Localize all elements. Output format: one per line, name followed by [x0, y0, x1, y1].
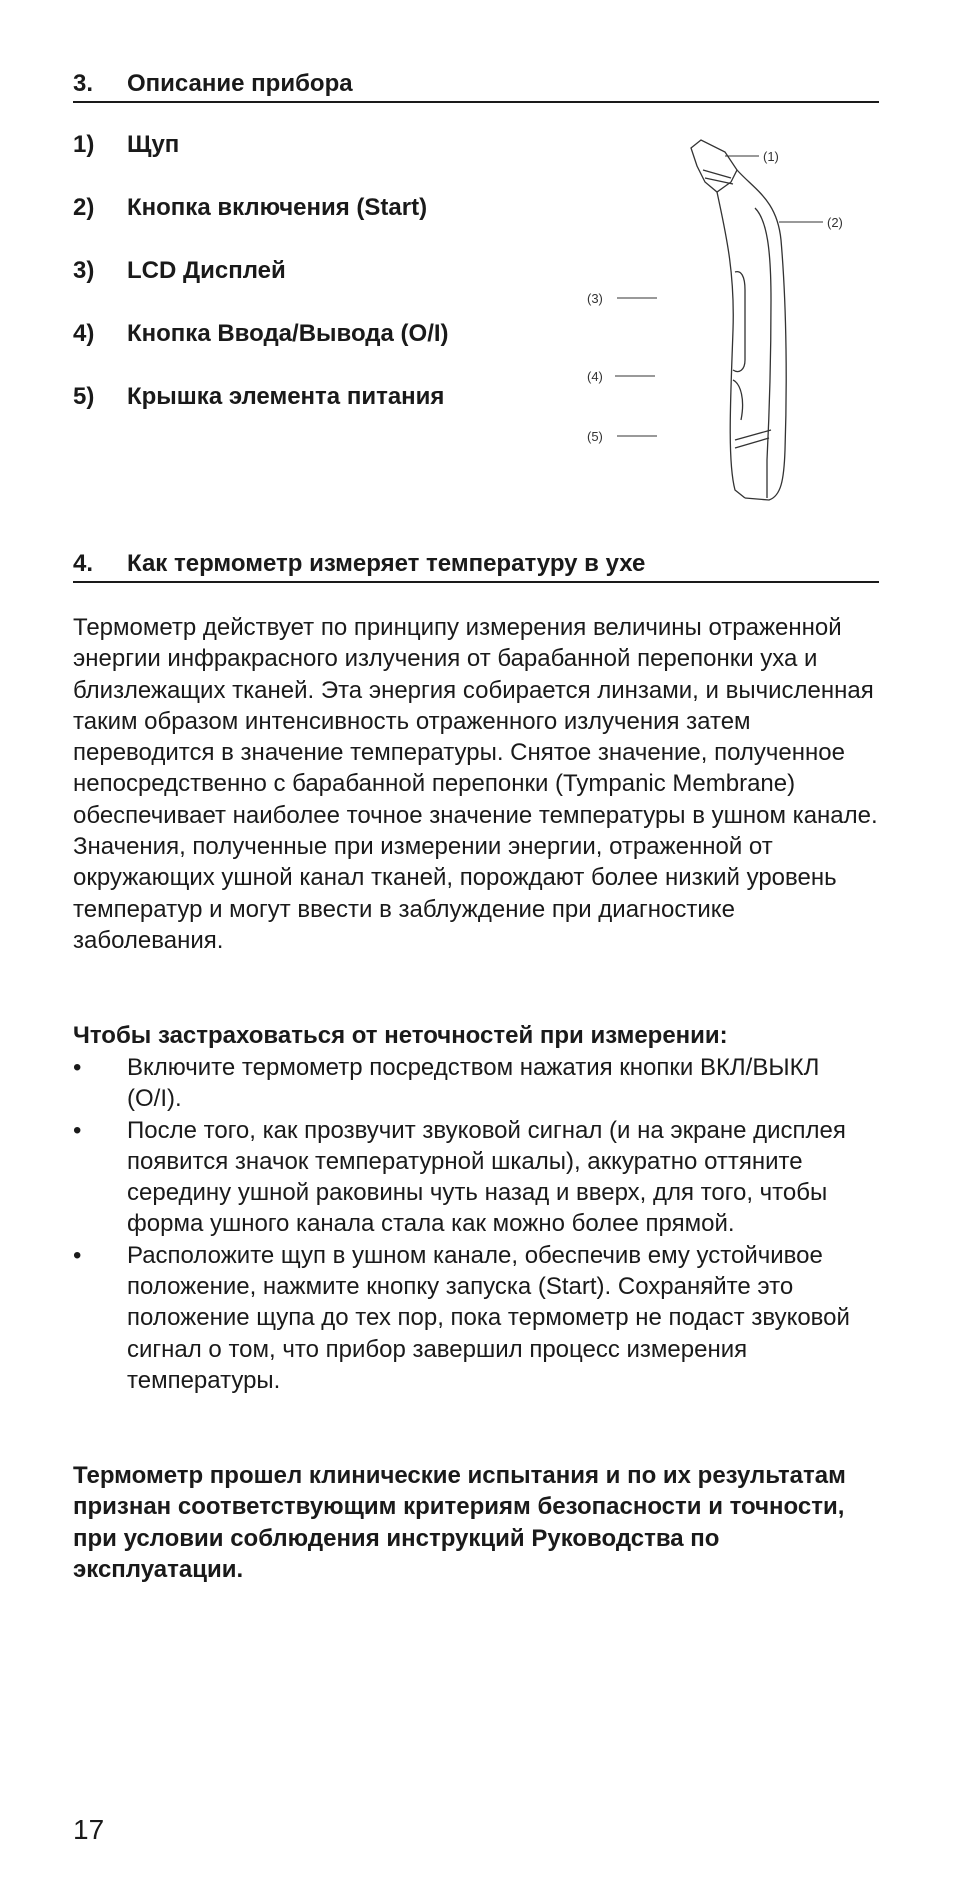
part-number: 5) [73, 383, 95, 410]
part-item [73, 320, 449, 383]
clinical-note: Термометр прошел клинические испытания и по их результатам признан соответствующим критериям безопасности и точности, при условии соблюдения инструкций Руководства по эксплуатации. [73, 1462, 846, 1583]
section-4-heading [73, 550, 879, 583]
part-number: 2) [73, 194, 95, 221]
section-4-title: Как термометр измеряет температуру в ухе [127, 550, 646, 577]
part-item [73, 383, 449, 446]
section-4-number: 4. [73, 550, 94, 577]
part-item [73, 194, 449, 257]
part-label: Кнопка включения (Start) [127, 194, 428, 221]
list-item-text: Расположите щуп в ушном канале, обеспечив ему устойчивое положение, нажмите кнопку запуска (Start). Сохраняйте это положение щупа до тех пор, пока термометр не подаст звуковой сигнал о том, что прибор завершил процесс измерения температуры. [127, 1241, 850, 1394]
bullet-dot: • [73, 1241, 82, 1269]
part-number: 1) [73, 131, 95, 158]
list-item-text: Включите термометр посредством нажатия кнопки ВКЛ/ВЫКЛ (O/I). [127, 1054, 820, 1113]
part-label: Щуп [127, 131, 180, 158]
part-number: 4) [73, 320, 95, 347]
instructions-lead: Чтобы застраховаться от неточностей при измерении: [73, 1022, 728, 1049]
part-label: LCD Дисплей [127, 257, 286, 284]
part-item [73, 131, 449, 194]
thermometer-diagram [585, 130, 885, 505]
part-label: Крышка элемента питания [127, 383, 445, 410]
callout-leaders [615, 156, 823, 436]
part-item [73, 257, 449, 320]
callout-3: (3) [587, 291, 603, 306]
callout-5: (5) [587, 429, 603, 444]
callout-4: (4) [587, 369, 603, 384]
thermometer-outline [691, 140, 786, 500]
callout-2: (2) [827, 215, 843, 230]
list-item-text: После того, как прозвучит звуковой сигнал (и на экране дисплея появится значок температурной шкалы), аккуратно оттяните середину ушной раковины чуть назад и вверх, для того, чтобы форма ушного канала стала как можно более прямой. [127, 1116, 846, 1238]
list-item [73, 1240, 879, 1396]
list-item [73, 1115, 879, 1240]
section-3-title: Описание прибора [127, 70, 353, 97]
callout-1: (1) [763, 149, 779, 164]
instructions-list [73, 1052, 879, 1396]
manual-page [73, 0, 879, 1894]
list-item [73, 1052, 879, 1115]
parts-list [73, 131, 449, 446]
page-number: 17 [73, 1814, 105, 1845]
section-3-heading [73, 70, 879, 103]
bullet-dot: • [73, 1054, 82, 1081]
body-paragraph: Термометр действует по принципу измерения величины отраженной энергии инфракрасного излучения от барабанной перепонки уха и близлежащих тканей. Эта энергия собирается линзами, и вычисленная таким образом интенсивность отраженного излучения затем переводится в значение температуры. Снятое значение, полученное непосредственно с барабанной перепонки (Tympanic Membrane) обеспечивает наиболее точное значение температуры в ушном канале. Значения, полученные при измерении энергии, отраженной от окружающих ушной канал тканей, порождают более низкий уровень температур и могут ввести в заблуждение при диагностике заболевания. [73, 614, 878, 954]
section-3-number: 3. [73, 70, 94, 97]
part-number: 3) [73, 257, 95, 284]
part-label: Кнопка Ввода/Вывода (O/I) [127, 320, 449, 347]
bullet-dot: • [73, 1116, 82, 1144]
